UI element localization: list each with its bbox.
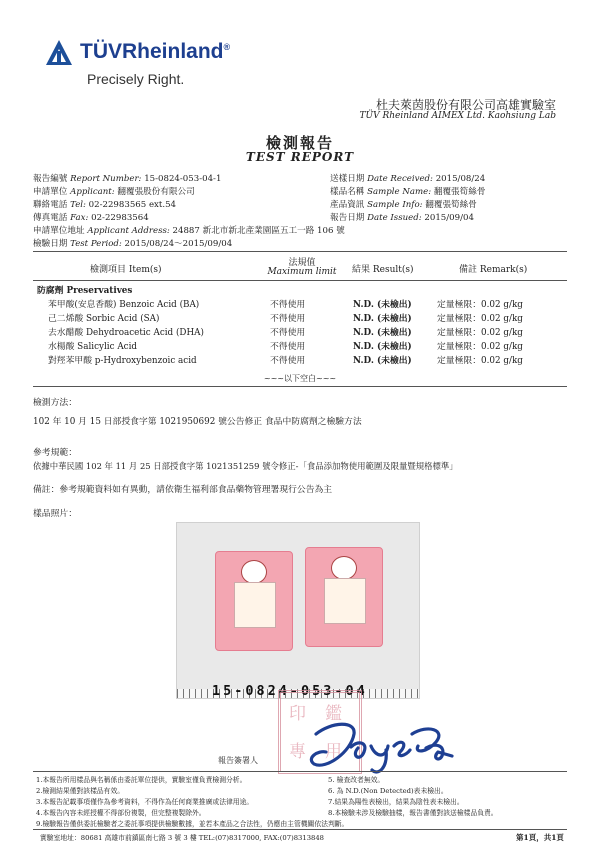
footnote-line: 2.檢測結果僅對該樣品有效。	[36, 787, 125, 795]
footnote-line: 1.本報告所用樣品與名稱係由委託單位提供，實驗室僅負責檢測分析。	[36, 776, 247, 784]
lab-seal-stamp: 印 鑑 專 用	[278, 690, 362, 774]
sample-info: 產品資訊 Sample Info: 翻覆張筍絲骨	[330, 200, 477, 210]
telephone: 聯絡電話 Tel: 02-22983565 ext.54	[33, 200, 177, 210]
row-item: 苯甲酸(安息香酸) Benzoic Acid (BA)	[48, 300, 200, 310]
brand-face-icon	[241, 560, 267, 584]
row-result: N.D. (未檢出)	[353, 300, 412, 310]
date-issued: 報告日期 Date Issued: 2015/09/04	[330, 213, 474, 223]
tuv-logo-triangle-icon	[44, 38, 74, 68]
footnote-line: 7.結果為陽性表檢出，結果為陰性表未檢出。	[328, 798, 464, 806]
row-remark: 定量極限：0.02 g/kg	[437, 300, 523, 310]
header-limit-cn: 法規值	[288, 258, 316, 268]
fax: 傳真電話 Fax: 02-22983564	[33, 213, 149, 223]
row-result: N.D. (未檢出)	[353, 342, 412, 352]
method-label: 檢測方法：	[33, 398, 77, 408]
signatory-label: 報告簽署人	[218, 756, 258, 765]
sample-photo	[176, 522, 420, 699]
row-remark: 定量極限：0.02 g/kg	[437, 356, 523, 366]
table-header-rule	[33, 280, 567, 281]
reference-label: 參考規範：	[33, 448, 77, 458]
lab-name-en: TÜV Rheinland AIMEX Ltd. Kaohsiung Lab	[359, 111, 556, 121]
row-result: N.D. (未檢出)	[353, 356, 412, 366]
group-preservatives: 防腐劑 Preservatives	[37, 286, 133, 296]
sample-number: 15-0824-053-04	[212, 683, 368, 699]
row-limit: 不得使用	[270, 356, 306, 366]
lab-address: 實驗室地址：80681 高雄市前鎮區南七路 3 號 3 樓 TEL:(07)8317000, FAX:(07)8313848	[40, 834, 325, 842]
applicant: 申請單位 Applicant: 翻覆張股份有限公司	[33, 187, 195, 197]
row-remark: 定量極限：0.02 g/kg	[437, 328, 523, 338]
applicant-address: 申請單位地址 Applicant Address: 24887 新北市新北產業園區五工一路 106 號	[33, 226, 345, 236]
sample-package-right	[305, 547, 383, 647]
method-text: 102 年 10 月 15 日部授食字第 1021950692 號公告修正 食品中防腐劑之檢驗方法	[33, 417, 362, 427]
footnote-line: 5. 檢查改者無效。	[328, 776, 385, 784]
table-bottom-rule	[33, 386, 567, 387]
footnote-line: 6. 為 N.D.(Non Detected)表未檢出。	[328, 787, 448, 795]
footnote-top-rule	[33, 771, 567, 772]
table-top-rule	[33, 251, 567, 252]
sample-package-left	[215, 551, 293, 651]
package-label	[324, 578, 366, 624]
row-remark: 定量極限：0.02 g/kg	[437, 314, 523, 324]
footnote-line: 9.檢驗報告僅供委託檢驗者之委託事項提供檢驗數據，並若本產品之合法性，仍應由主管機關依法判斷。	[36, 820, 349, 828]
report-title-cn: 檢測報告	[265, 134, 334, 152]
row-result: N.D. (未檢出)	[353, 314, 412, 324]
header-result: 結果 Result(s)	[352, 265, 414, 275]
header-item: 檢測項目 Item(s)	[90, 265, 162, 275]
brand-face-icon	[331, 556, 357, 580]
report-title-en: TEST REPORT	[245, 150, 355, 164]
row-result: N.D. (未檢出)	[353, 328, 412, 338]
brand-name: TÜVRheinland®	[80, 40, 231, 63]
page-number: 第1頁，共1頁	[516, 833, 564, 842]
row-item: 去水醋酸 Dehydroacetic Acid (DHA)	[48, 328, 204, 338]
brand-tagline: Precisely Right.	[87, 71, 185, 87]
photo-label: 樣品照片：	[33, 509, 77, 519]
row-limit: 不得使用	[270, 314, 306, 324]
test-period: 檢驗日期 Test Period: 2015/08/24～2015/09/04	[33, 239, 233, 249]
reference-text: 依據中華民國 102 年 11 月 25 日部授食字第 1021351259 號令修正-「食品添加物使用範圍及限量暨規格標準」	[33, 461, 458, 471]
note-text: 備註：參考規範資料如有異動，請依衛生福利部食品藥物管理署現行公告為主	[33, 485, 333, 495]
header-remark: 備註 Remark(s)	[459, 265, 528, 275]
row-limit: 不得使用	[270, 342, 306, 352]
sample-name: 樣品名稱 Sample Name: 翻覆張筍絲骨	[330, 187, 486, 197]
row-item: 己二烯酸 Sorbic Acid (SA)	[48, 314, 160, 324]
row-limit: 不得使用	[270, 300, 306, 310]
report-number: 報告編號 Report Number: 15-0824-053-04-1	[33, 174, 222, 184]
row-item: 對羥苯甲酸 p-Hydroxybenzoic acid	[48, 356, 197, 366]
lab-name-cn: 杜夫萊茵股份有限公司高雄實驗室	[375, 98, 556, 112]
footnote-bottom-rule	[33, 829, 567, 830]
date-received: 送樣日期 Date Received: 2015/08/24	[330, 174, 486, 184]
footnote-line: 3.本報告記載事項僅作為參考資料，不得作為任何商業推廣或法律用途。	[36, 798, 254, 806]
row-item: 水楊酸 Salicylic Acid	[48, 342, 138, 352]
row-remark: 定量極限：0.02 g/kg	[437, 342, 523, 352]
table-end-marker: ~~~以下空白~~~	[263, 374, 337, 383]
footnote-line: 8.本檢驗未涉及檢驗抽樣，報告書僅對該送檢樣品負責。	[328, 809, 498, 817]
package-label	[234, 582, 276, 628]
footnote-line: 4.本報告內容未經授權不得部份複製，但完整複製除外。	[36, 809, 206, 817]
row-limit: 不得使用	[270, 328, 306, 338]
header-limit-en: Maximum limit	[267, 267, 337, 277]
